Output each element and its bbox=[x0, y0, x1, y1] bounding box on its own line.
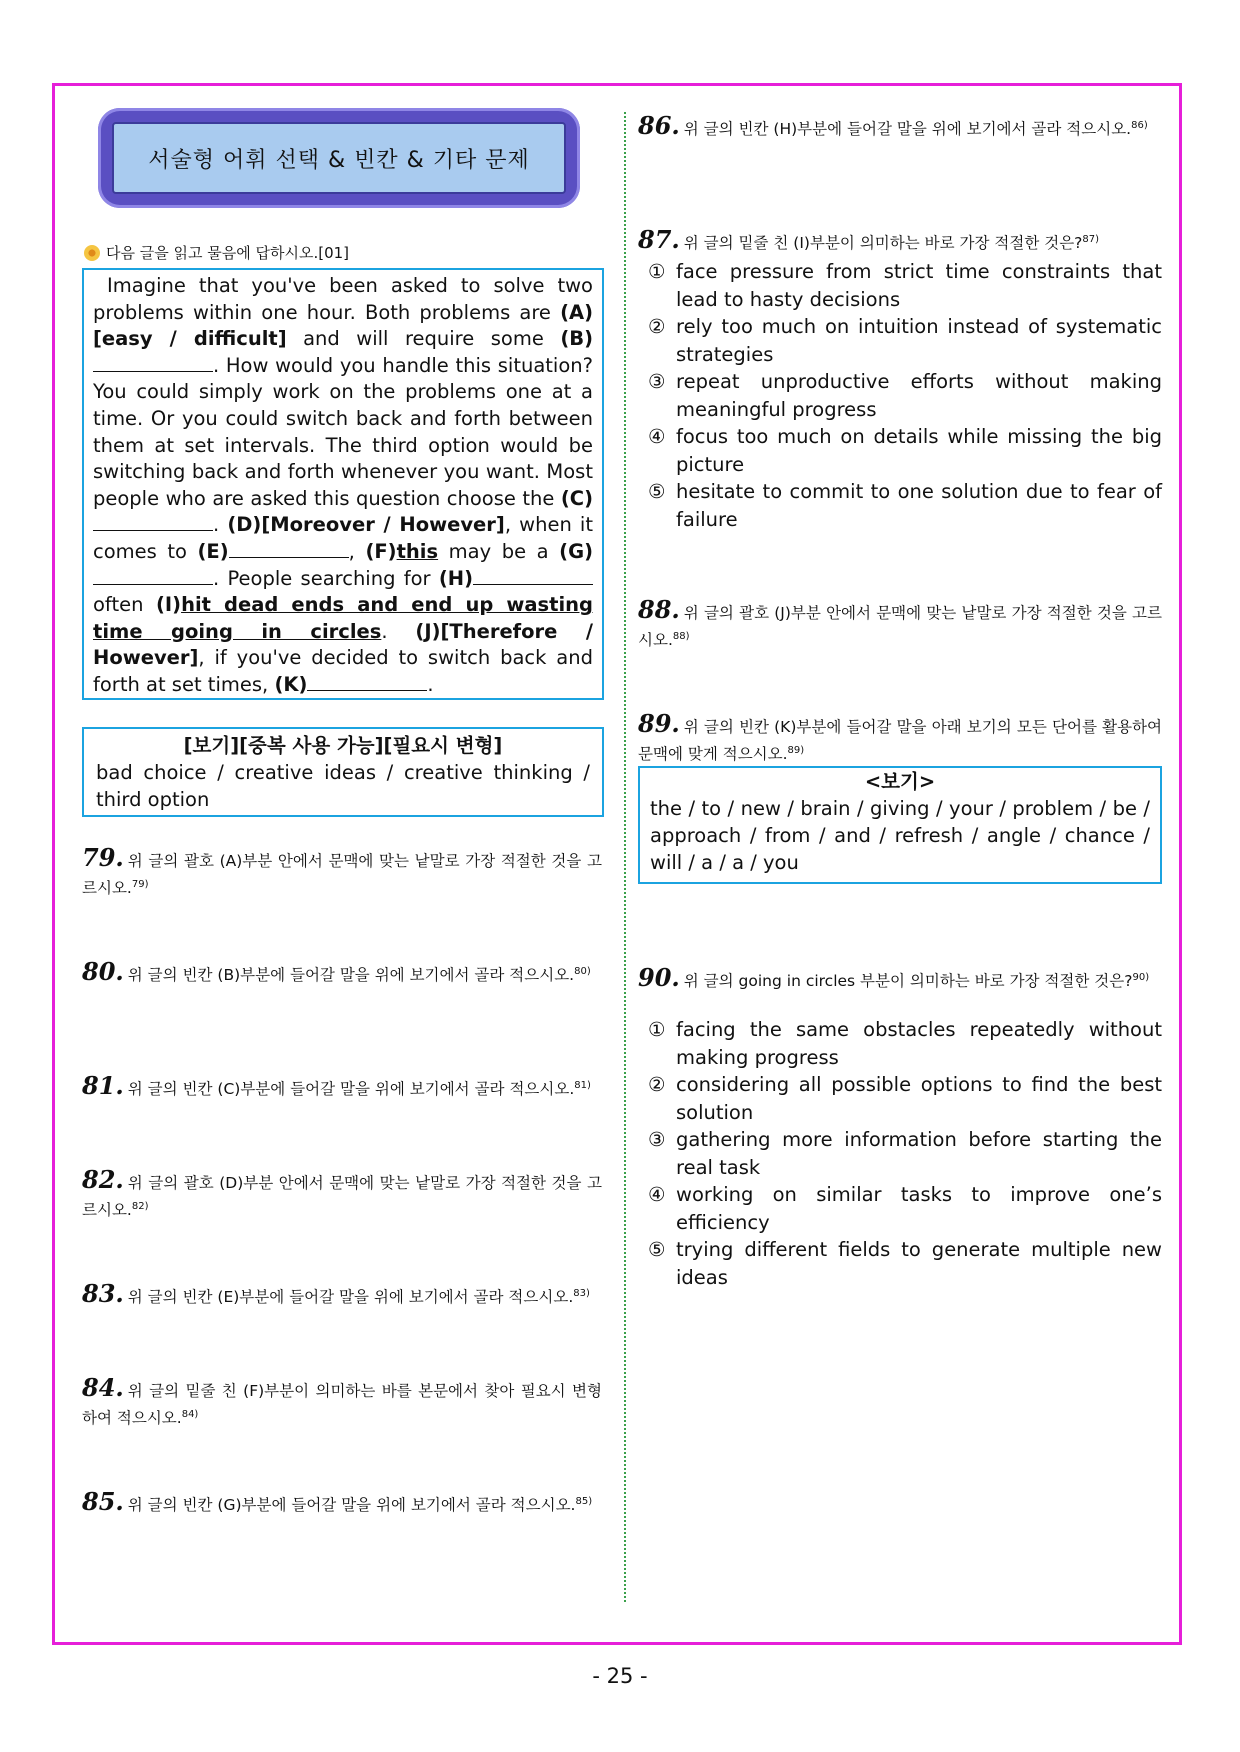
option-marker: ⑤ bbox=[648, 1238, 666, 1261]
footnote-ref: 79) bbox=[131, 879, 149, 890]
option-marker: ① bbox=[648, 260, 666, 283]
blank-j-choice: (J)[Therefore / However] bbox=[93, 619, 593, 670]
answer-option[interactable] bbox=[648, 1181, 1162, 1236]
option-text: working on similar tasks to improve one’s efficiency bbox=[676, 1183, 1162, 1234]
question-number: 83. bbox=[82, 1279, 124, 1309]
question-number: 88. bbox=[638, 595, 680, 624]
footnote-ref: 84) bbox=[181, 1409, 199, 1420]
blank-line bbox=[93, 566, 213, 585]
answer-option[interactable] bbox=[648, 1071, 1162, 1126]
blank-e-label: (E) bbox=[197, 539, 229, 563]
option-marker: ⑤ bbox=[648, 480, 666, 503]
option-text: considering all possible options to find the best solution bbox=[676, 1073, 1162, 1124]
option-text: trying different fields to generate multiple new ideas bbox=[676, 1238, 1162, 1289]
option-marker: ② bbox=[648, 315, 666, 338]
footnote-ref: 83) bbox=[573, 1288, 590, 1299]
q87-options bbox=[648, 258, 1162, 533]
option-marker: ① bbox=[648, 1018, 666, 1041]
question-88 bbox=[638, 595, 1162, 652]
passage-text: and will require some bbox=[286, 327, 561, 351]
option-marker: ② bbox=[648, 1073, 666, 1096]
footnote-ref: 89) bbox=[787, 745, 805, 756]
blank-line bbox=[229, 539, 349, 558]
question-text: 위 글의 괄호 (D)부분 안에서 문맥에 맞는 낱말로 가장 적절한 것을 고르시오. bbox=[82, 1174, 602, 1220]
passage-text: . How would you handle this situation? You could simply work on the problems one at a time. Or you could switch back and forth between them at set intervals. The third option would be switching back and forth whenever you want. Most people who are asked this question choose the bbox=[93, 353, 593, 510]
underline-i-label: (I) bbox=[155, 593, 182, 617]
blank-c-label: (C) bbox=[560, 486, 593, 510]
answer-option[interactable] bbox=[648, 1236, 1162, 1291]
answer-option[interactable] bbox=[648, 423, 1162, 478]
question-84 bbox=[82, 1373, 602, 1430]
answer-option[interactable] bbox=[648, 1126, 1162, 1181]
blank-a-choice: (A)[easy / difficult] bbox=[93, 300, 593, 351]
column-divider bbox=[624, 112, 626, 1602]
section-title-box bbox=[98, 108, 580, 208]
footnote-ref: 82) bbox=[131, 1201, 149, 1212]
q90-options bbox=[648, 1016, 1162, 1291]
question-number: 89. bbox=[638, 709, 680, 738]
question-text: 위 글의 밑줄 친 (F)부분이 의미하는 바를 본문에서 찾아 필요시 변형하여 적으시오. bbox=[82, 1382, 602, 1428]
passage-text: . bbox=[381, 619, 416, 643]
blank-g-label: (G) bbox=[559, 539, 593, 563]
blank-line bbox=[93, 512, 213, 531]
instruction bbox=[84, 242, 349, 263]
question-number: 86. bbox=[638, 111, 680, 141]
question-text: 위 글의 빈칸 (H)부분에 들어갈 말을 위에 보기에서 골라 적으시오. bbox=[683, 120, 1132, 139]
word-bank-box bbox=[82, 727, 604, 817]
question-text: 위 글의 괄호 (J)부분 안에서 문맥에 맞는 낱말로 가장 적절한 것을 고르시오. bbox=[638, 604, 1162, 650]
passage-text: , when it comes to bbox=[93, 513, 594, 563]
question-text: 위 글의 빈칸 (E)부분에 들어갈 말을 위에 보기에서 골라 적으시오. bbox=[127, 1288, 574, 1307]
passage-text: . bbox=[213, 513, 228, 537]
blank-line bbox=[307, 672, 427, 691]
question-number: 90. bbox=[638, 963, 680, 993]
question-number: 80. bbox=[82, 957, 124, 987]
footnote-ref: 81) bbox=[574, 1080, 591, 1091]
footnote-ref: 90) bbox=[1132, 972, 1150, 983]
answer-option[interactable] bbox=[648, 258, 1162, 313]
blank-b-label: (B) bbox=[560, 327, 593, 351]
blank-line bbox=[473, 566, 593, 585]
question-text: 위 글의 밑줄 친 (I)부분이 의미하는 바로 가장 적절한 것은? bbox=[683, 234, 1083, 253]
blank-line bbox=[93, 353, 213, 372]
passage-text: often bbox=[93, 593, 156, 617]
option-marker: ③ bbox=[648, 1128, 666, 1151]
instruction-text: 다음 글을 읽고 물음에 답하시오.[01] bbox=[106, 244, 350, 262]
underline-f-label: (F) bbox=[365, 539, 397, 563]
option-text: facing the same obstacles repeatedly without making progress bbox=[676, 1018, 1162, 1069]
passage-text: , bbox=[348, 539, 366, 563]
footnote-ref: 80) bbox=[574, 966, 591, 977]
word-bank-heading: <보기> bbox=[864, 770, 936, 793]
question-text: 위 글의 going in circles 부분이 의미하는 바로 가장 적절한 것은? bbox=[683, 972, 1133, 991]
word-bank-words: bad choice / creative ideas / creative thinking / third option bbox=[96, 761, 590, 811]
answer-option[interactable] bbox=[648, 368, 1162, 423]
question-79 bbox=[82, 843, 602, 900]
footnote-ref: 86) bbox=[1131, 120, 1148, 131]
word-bank-box-89 bbox=[638, 766, 1162, 884]
answer-option[interactable] bbox=[648, 1016, 1162, 1071]
question-text: 위 글의 빈칸 (K)부분에 들어갈 말을 아래 보기의 모든 단어를 활용하여 문맥에 맞게 적으시오. bbox=[638, 718, 1162, 764]
question-89 bbox=[638, 709, 1162, 766]
passage-text: Imagine that you've been asked to solve two problems within one hour. Both problems are bbox=[93, 274, 593, 324]
page-number: - 25 - bbox=[592, 1664, 648, 1688]
question-text: 위 글의 빈칸 (G)부분에 들어갈 말을 위에 보기에서 골라 적으시오. bbox=[127, 1496, 576, 1515]
option-text: face pressure from strict time constraints that lead to hasty decisions bbox=[676, 260, 1162, 311]
question-87 bbox=[638, 225, 1162, 255]
underline-i-text: hit dead ends and end up wasting time going in circles bbox=[93, 593, 593, 643]
option-text: repeat unproductive efforts without making meaningful progress bbox=[676, 370, 1162, 421]
passage-text: . People searching for bbox=[213, 566, 439, 590]
word-bank-words: the / to / new / brain / giving / your / problem / be / approach / from / and / refresh / angle / chance / will / a / a / you bbox=[650, 797, 1150, 874]
word-bank-heading: [보기][중복 사용 가능][필요시 변형] bbox=[183, 734, 503, 757]
question-number: 85. bbox=[82, 1487, 124, 1517]
option-marker: ④ bbox=[648, 1183, 666, 1206]
option-text: gathering more information before starting the real task bbox=[676, 1128, 1162, 1179]
option-text: focus too much on details while missing the big picture bbox=[676, 425, 1162, 476]
question-number: 84. bbox=[82, 1373, 124, 1402]
blank-h-label: (H) bbox=[438, 566, 473, 590]
passage-text: may be a bbox=[438, 539, 560, 563]
question-86 bbox=[638, 111, 1162, 141]
footnote-ref: 88) bbox=[672, 631, 690, 642]
flower-icon bbox=[84, 245, 100, 261]
section-title: 서술형 어휘 선택 & 빈칸 & 기타 문제 bbox=[112, 122, 566, 194]
reading-passage bbox=[82, 268, 604, 700]
question-number: 82. bbox=[82, 1165, 124, 1194]
question-90 bbox=[638, 963, 1162, 993]
question-82 bbox=[82, 1165, 602, 1222]
footnote-ref: 85) bbox=[575, 1496, 593, 1507]
option-text: hesitate to commit to one solution due to fear of failure bbox=[676, 480, 1162, 531]
blank-k-label: (K) bbox=[274, 672, 308, 696]
option-text: rely too much on intuition instead of systematic strategies bbox=[676, 315, 1162, 366]
passage-text: , if you've decided to switch back and forth at set times, bbox=[93, 646, 593, 696]
option-marker: ③ bbox=[648, 370, 666, 393]
answer-option[interactable] bbox=[648, 313, 1162, 368]
question-83 bbox=[82, 1279, 612, 1309]
question-text: 위 글의 빈칸 (B)부분에 들어갈 말을 위에 보기에서 골라 적으시오. bbox=[127, 966, 575, 985]
question-text: 위 글의 괄호 (A)부분 안에서 문맥에 맞는 낱말로 가장 적절한 것을 고르시오. bbox=[82, 852, 602, 898]
question-80 bbox=[82, 957, 602, 987]
blank-d-choice: (D)[Moreover / However] bbox=[227, 513, 505, 537]
question-85 bbox=[82, 1487, 602, 1517]
footnote-ref: 87) bbox=[1082, 234, 1100, 245]
question-number: 81. bbox=[82, 1071, 124, 1101]
answer-option[interactable] bbox=[648, 478, 1162, 533]
option-marker: ④ bbox=[648, 425, 666, 448]
question-number: 79. bbox=[82, 843, 124, 872]
underline-f-text: this bbox=[396, 539, 439, 563]
passage-text: . bbox=[427, 672, 434, 696]
question-text: 위 글의 빈칸 (C)부분에 들어갈 말을 위에 보기에서 골라 적으시오. bbox=[127, 1080, 575, 1099]
question-number: 87. bbox=[638, 225, 680, 255]
question-81 bbox=[82, 1071, 612, 1101]
